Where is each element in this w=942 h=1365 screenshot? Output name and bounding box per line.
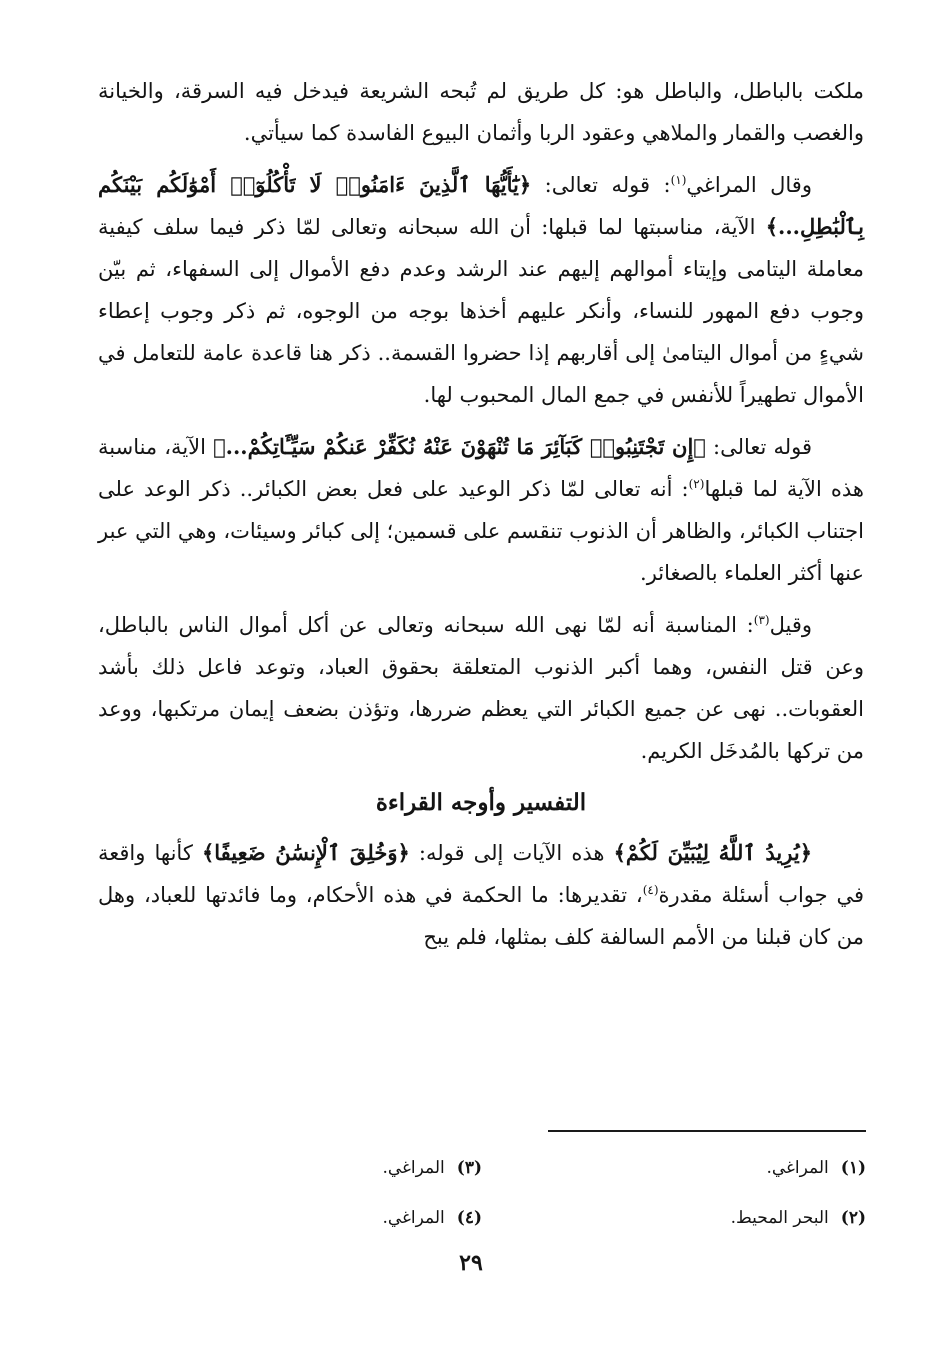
paragraph-4-intro: وقيل (769, 613, 812, 637)
quran-verse: ﴿يُرِيدُ ٱللَّهُ لِيُبَيِّنَ لَكُمْ﴾ (613, 840, 813, 865)
paragraph-5-mid: كأنها واقعة في جواب أسئلة مقدرة (98, 841, 864, 907)
paragraph-5 (98, 832, 864, 958)
quran-verse: ﴿يَٰٓأَيُّهَا ٱلَّذِينَ ءَامَنُوا۟ لَا تَأْكُلُوٓا۟ أَمْوَٰلَكُم بَيْنَكُم بِٱلْبَٰطِلِ...﴾ (98, 172, 864, 239)
paragraph-2-intro: وقال المراغي (686, 173, 812, 197)
footnote-text: المراغي. (766, 1158, 829, 1178)
footnote-2 (482, 1193, 866, 1243)
footnote-ref-4: (٤) (642, 883, 659, 897)
footnote-ref-3: (٣) (753, 613, 770, 627)
paragraph-3-body: : أنه تعالى لمّا ذكر الوعيد على فعل بعض الكبائر.. ذكر الوعد على اجتناب الكبائر، والظاهر أن الذنوب تنقسم على قسمين؛ إلى كبائر وسيئات، وهي التي عبر عنها أكثر العلماء بالصغائر. (98, 477, 864, 585)
footnote-1 (482, 1143, 866, 1193)
section-heading: التفسير وأوجه القراءة (375, 789, 587, 816)
quran-verse: ﴿إِن تَجْتَنِبُوا۟ كَبَآئِرَ مَا تُنْهَوْنَ عَنْهُ نُكَفِّرْ عَنكُمْ سَيِّـَٔاتِكُمْ...﴾ (213, 434, 706, 459)
footnote-text: المراغي. (382, 1158, 445, 1178)
footnote-row (98, 1193, 866, 1243)
paragraph-4-body: : المناسبة أنه لمّا نهى الله سبحانه وتعالى عن أكل أموال الناس بالباطل، وعن قتل النفس، وهما أكبر الذنوب المتعلقة بحقوق العباد، وتوعد فاعل ذلك بأشد العقوبات.. نهى عن جميع الكبائر التي يعظم ضررها، وتؤذن بضعف إيمان مرتكبها، ووعد من تركها بالمُدخَل الكريم. (98, 613, 864, 763)
footnote-divider (548, 1130, 866, 1132)
footnotes (98, 1143, 866, 1243)
footnote-ref-1: (١) (670, 173, 687, 187)
paragraph-5-lead: هذه الآيات إلى قوله: (409, 841, 614, 865)
paragraph-3 (98, 426, 864, 594)
footnote-text: المراغي. (382, 1208, 445, 1228)
main-text (98, 70, 864, 968)
paragraph-2-body: الآية، مناسبتها لما قبلها: أن الله سبحانه وتعالى لمّا ذكر فيما سلف كيفية معاملة اليتامى وإيتاء أموالهم إليهم عند الرشد وعدم دفع الأموال إلى السفهاء، ثم بيّن وجوب دفع المهور للنساء، وأنكر عليهم أخذها بوجه من الوجوه، ثم ذكر وجوب إعطاء شيءٍ من أموال اليتامىٰ إلى أقاربهم إذا حضروا القسمة.. ذكر هنا قاعدة عامة للتعامل في الأموال تطهيراً للأنفس في جمع المال المحبوب لها. (98, 215, 864, 407)
footnote-row (98, 1143, 866, 1193)
paragraph-3-intro: قوله تعالى: (705, 435, 813, 459)
paragraph-5-body: ، تقديرها: ما الحكمة في هذه الأحكام، وما فائدتها للعباد، وهل من كان قبلنا من الأمم السالفة كلف بمثلها، فلم يبح (98, 883, 864, 949)
page-number: ٢٩ (459, 1250, 483, 1276)
paragraph-2 (98, 164, 864, 416)
paragraph-3-lead: الآية، مناسبة هذه الآية لما قبلها (98, 435, 864, 501)
footnote-number: (٤) (456, 1208, 482, 1228)
paragraph-2-lead: : قوله تعالى: (531, 173, 671, 197)
footnote-number: (٣) (456, 1158, 482, 1178)
footnote-number: (١) (840, 1158, 866, 1178)
footnote-ref-2: (٢) (688, 477, 705, 491)
footnote-text: البحر المحيط. (730, 1208, 829, 1228)
quran-verse: ﴿وَخُلِقَ ٱلْإِنسَٰنُ ضَعِيفًا﴾ (201, 840, 410, 865)
footnote-4 (98, 1193, 482, 1243)
footnote-3 (98, 1143, 482, 1193)
footnote-number: (٢) (840, 1208, 866, 1228)
paragraph-4 (98, 604, 864, 772)
paragraph-1: ملكت بالباطل، والباطل هو: كل طريق لم تُبحه الشريعة فيدخل فيه السرقة، والخيانة والغصب والقمار والملاهي وعقود الربا وأثمان البيوع الفاسدة كما سيأتي. (98, 79, 864, 145)
